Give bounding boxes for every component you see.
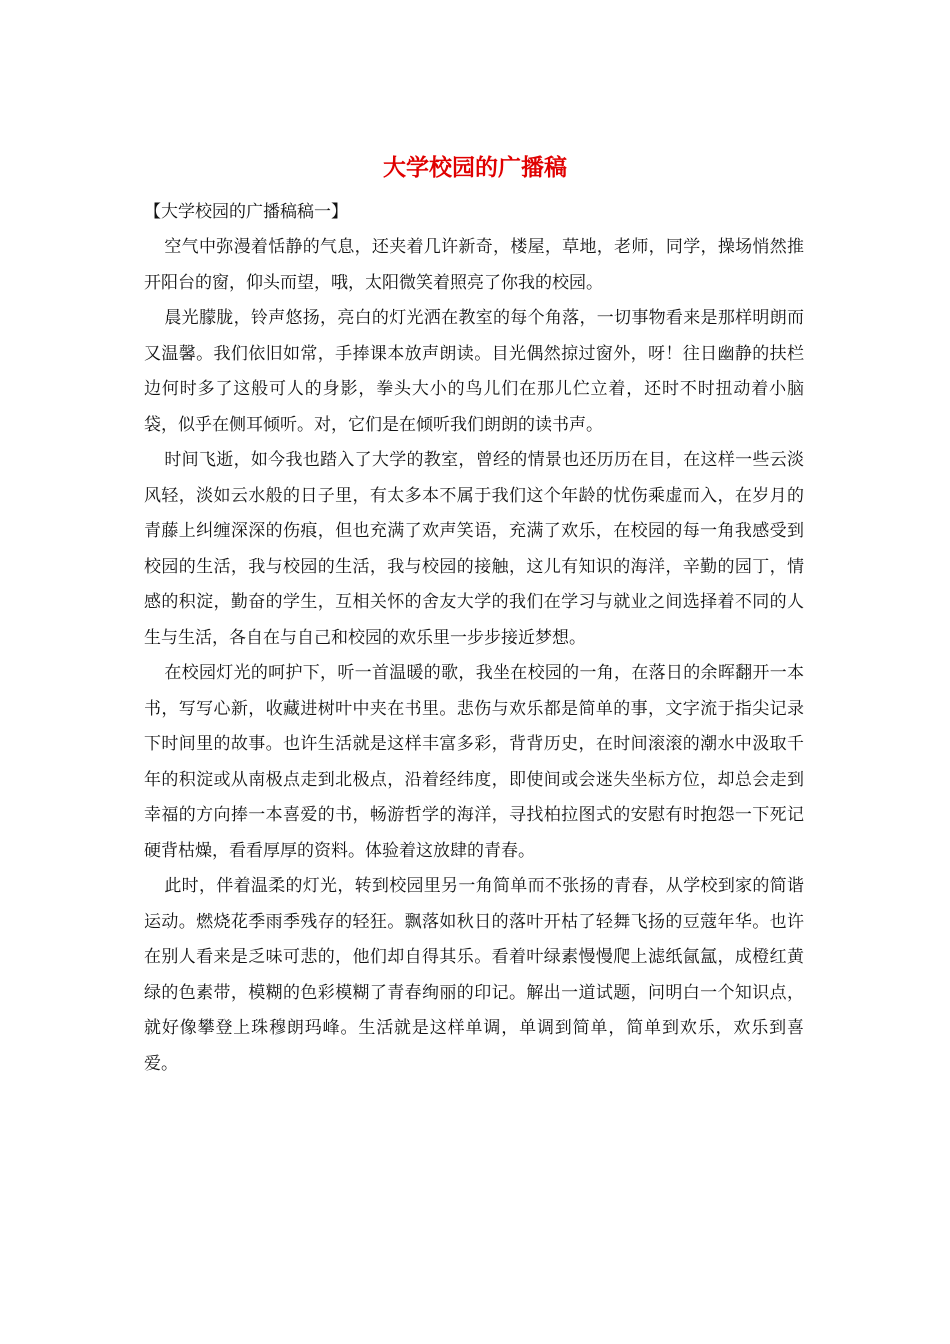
- paragraph: 在校园灯光的呵护下，听一首温暖的歌，我坐在校园的一角，在落日的余晖翻开一本书，写写心新，收藏进树叶中夹在书里。悲伤与欢乐都是简单的事，文字流于指尖记录下时间里的故事。也许生活就是这样丰富多彩，背背历史，在时间滚滚的潮水中汲取千年的积淀或从南极点走到北极点，沿着经纬度，即使间或会迷失坐标方位，却总会走到幸福的方向捧一本喜爱的书，畅游哲学的海洋，寻找柏拉图式的安慰有时抱怨一下死记硬背枯燥，看看厚厚的资料。体验着这放肆的青春。: [144, 663, 804, 861]
- paragraph: 时间飞逝，如今我也踏入了大学的教室，曾经的情景也还历历在目，在这样一些云淡风轻，淡如云水般的日子里，有太多本不属于我们这个年龄的忧伤乘虚而入，在岁月的青藤上纠缠深深的伤痕，但也充满了欢声笑语，充满了欢乐，在校园的每一角我感受到校园的生活，我与校园的生活，我与校园的接触，这儿有知识的海洋，辛勤的园丁，情感的积淀，勤奋的学生，互相关怀的舍友大学的我们在学习与就业之间选择着不同的人生与生活，各自在与自己和校园的欢乐里一步步接近梦想。: [144, 450, 804, 648]
- document-title: 大学校园的广播稿: [383, 154, 567, 181]
- section-heading: 【大学校园的广播稿稿一】: [144, 202, 348, 222]
- paragraph: 此时，伴着温柔的灯光，转到校园里另一角简单而不张扬的青春，从学校到家的简谐运动。燃烧花季雨季残存的轻狂。飘落如秋日的落叶开枯了轻舞飞扬的豆蔻年华。也许在别人看来是乏味可悲的，他们却自得其乐。看着叶绿素慢慢爬上滤纸氤氲，成橙红黄绿的色素带，模糊的色彩模糊了青春绚丽的印记。解出一道试题，问明白一个知识点，就好像攀登上珠穆朗玛峰。生活就是这样单调，单调到简单，简单到欢乐，欢乐到喜爱。: [144, 876, 804, 1074]
- body-text: [144, 230, 804, 1082]
- paragraph: 空气中弥漫着恬静的气息，还夹着几许新奇，楼屋，草地，老师，同学，操场悄然推开阳台的窗，仰头而望，哦，太阳微笑着照亮了你我的校园。: [144, 237, 804, 293]
- paragraph: 晨光朦胧，铃声悠扬，亮白的灯光洒在教室的每个角落，一切事物看来是那样明朗而又温馨。我们依旧如常，手捧课本放声朗读。目光偶然掠过窗外，呀！往日幽静的扶栏边何时多了这般可人的身影，拳头大小的鸟儿们在那儿伫立着，还时不时扭动着小脑袋，似乎在侧耳倾听。对，它们是在倾听我们朗朗的读书声。: [144, 308, 804, 435]
